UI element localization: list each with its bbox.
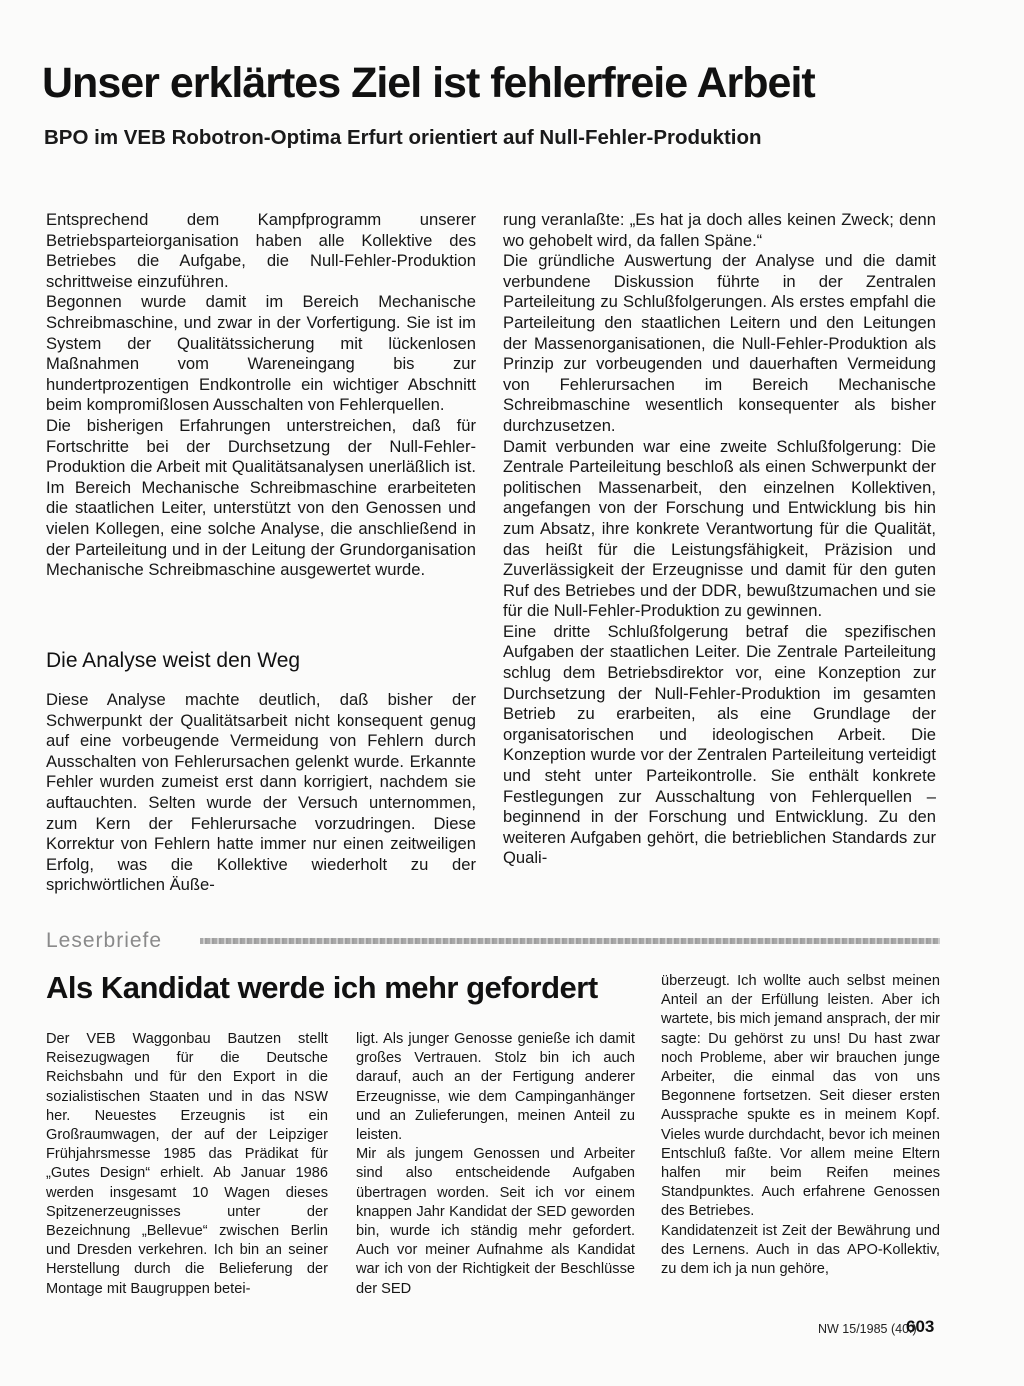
paragraph: Mir als jungem Genossen und Arbeiter sind also entscheidende Aufgaben übertragen worden. Seit ich vor einem knappen Jahr Kandidat der SED geworden bin, wurde ich ständig mehr gefordert. Auch vor meiner Aufnahme als Kandidat war ich von der Richtigkeit der Beschlüsse der SED	[356, 1146, 635, 1297]
paragraph: Kandidatenzeit ist Zeit der Bewährung und des Lernens. Auch in das APO-Kollektiv, zu dem ich ja nun gehöre,	[661, 1222, 940, 1278]
paragraph: Begonnen wurde damit im Bereich Mechanische Schreibmaschine, und zwar in der Vorfertigung. Sie ist im System der Qualitätssicherung mit lückenlosen Maßnahmen vom Wareneingang bis zur hundertprozentigen Endkontrolle ein wichtiger Abschnitt beim kompromißlosen Ausschalten von Fehlerquellen.	[46, 292, 476, 415]
paragraph: Der VEB Waggonbau Bautzen stellt Reisezugwagen für die Deutsche Reichsbahn und für den Export in die sozialistischen Staaten und in das NSW her. Neuestes Erzeugnis ist ein Großraumwagen, der auf der Leipziger Frühjahrsmesse 1985 das Prädikat für „Gutes Design“ erhielt. Ab Januar 1986 werden insgesamt 10 Wagen dieses Spitzenerzeugnisses unter der Bezeichnung „Bellevue“ zwischen Berlin und Dresden verkehren. Ich bin an seiner Herstellung durch die Belieferung der Montage mit Baugruppen betei-	[46, 1031, 328, 1297]
article-column-2	[503, 210, 936, 869]
article-column-1-continued	[46, 690, 476, 896]
paragraph: Die gründliche Auswertung der Analyse und die damit verbundene Diskussion führte in der Zentralen Parteileitung zu Schlußfolgerungen. Als erstes empfahl die Parteileitung den staatlichen Leitern und den Leitungen der Massenorganisationen, die Null-Fehler-Produktion als Prinzip zur vorbeugenden und dauerhaften Vermeidung von Fehlerursachen im Bereich Mechanische Schreibmaschine wesentlich konsequenter als bisher durchzusetzen.	[503, 251, 936, 435]
issue-reference: NW 15/1985 (40.)	[818, 1322, 917, 1336]
paragraph: Eine dritte Schlußfolgerung betraf die spezifischen Aufgaben der staatlichen Leiter. Die Zentrale Parteileitung schlug dem Betriebsdirektor vor, eine Konzeption zur Durchsetzung der Null-Fehler-Produktion im gesamten Betrieb zu erarbeiten, als eine Grundlage der organisatorischen und ideologischen Arbeit. Die Konzeption wurde vor der Zentralen Parteileitung verteidigt und steht unter Parteikontrolle. Sie enthält konkrete Festlegungen zur Ausschaltung von Fehlerquellen – beginnend in der Forschung und Entwicklung. Zu den weiteren Aufgaben gehört, die betrieblichen Standards zur Quali-	[503, 621, 936, 868]
letter-column-3	[661, 972, 940, 1279]
letter-column-2	[356, 1030, 635, 1299]
article-subheadline: BPO im VEB Robotron-Optima Erfurt orientiert auf Null-Fehler-Produktion	[44, 126, 762, 149]
section-heading: Die Analyse weist den Weg	[46, 649, 301, 672]
paragraph: Diese Analyse machte deutlich, daß bisher der Schwerpunkt der Qualitätsarbeit nicht konsequent genug auf eine vorbeugende Vermeidung von Fehlern durch Ausschalten von Fehlerursachen gelenkt wurde. Erkannte Fehler wurden zumeist erst dann korrigiert, nachdem sie auftauchten. Selten wurde der Versuch unternommen, zum Kern der Fehlerursache vorzudringen. Diese Korrektur von Fehlern hatte immer nur einen zeitweiligen Erfolg, was die Kollektive wiederholt zu der sprichwörtlichen Äuße-	[46, 690, 476, 895]
article-column-1	[46, 210, 476, 581]
leserbriefe-section-label: Leserbriefe	[46, 929, 163, 952]
paragraph: Die bisherigen Erfahrungen unterstreichen, daß für Fortschritte bei der Durchsetzung der Null-Fehler-Produktion die Arbeit mit Qualitätsanalysen unerläßlich ist. Im Bereich Mechanische Schreibmaschine erarbeiteten die staatlichen Leiter, unterstützt von den Genossen und vielen Kollegen, eine solche Analyse, die anschließend in der Parteileitung und in der Leitung der Grundorganisation Mechanische Schreibmaschine ausgewertet wurde.	[46, 415, 476, 580]
section-divider	[200, 938, 940, 944]
paragraph: rung veranlaßte: „Es hat ja doch alles keinen Zweck; denn wo gehobelt wird, da fallen Späne.“	[503, 210, 936, 250]
article-headline: Unser erklärtes Ziel ist fehlerfreie Arbeit	[42, 59, 815, 107]
paragraph: ligt. Als junger Genosse genieße ich damit großes Vertrauen. Stolz bin ich auch darauf, auch an der Fertigung anderer Erzeugnisse, wie dem Campinganhänger und an Zulieferungen, meinen Anteil zu leisten.	[356, 1031, 635, 1144]
letter-column-1	[46, 1030, 328, 1299]
paragraph: Damit verbunden war eine zweite Schlußfolgerung: Die Zentrale Parteileitung beschloß als einen Schwerpunkt der politischen Massenarbeit, den einzelnen Kollektiven, angefangen von der Forschung und Entwicklung bis hin zum Absatz, ihre konkrete Verantwortung für die Qualität, das heißt für die Leistungsfähigkeit, Präzision und Zuverlässigkeit der Erzeugnisse und damit für den guten Ruf des Betriebes und der DDR, bewußtzumachen und sie für die Null-Fehler-Produktion zu gewinnen.	[503, 436, 936, 621]
page-number: 603	[906, 1317, 935, 1336]
paragraph: überzeugt. Ich wollte auch selbst meinen Anteil an der Erfüllung leisten. Aber ich wartete, bis mich jemand ansprach, der mir sagte: Du gehörst zu uns! Du hast zwar noch Probleme, aber wir brauchen junge Arbeiter, die einmal das von uns Begonnene fortsetzen. Seit dieser ersten Aussprache spukte es in meinem Kopf. Vieles wurde durchdacht, bevor ich meinen Entschluß faßte. Vor allem meine Eltern halfen mir beim Reifen meines Standpunktes. Auch erfahrene Genossen des Betriebes.	[661, 973, 941, 1220]
letter-headline: Als Kandidat werde ich mehr gefordert	[46, 970, 598, 1005]
paragraph: Entsprechend dem Kampfprogramm unserer Betriebsparteiorganisation haben alle Kollektive des Betriebes die Aufgabe, die Null-Fehler-Produktion schrittweise einzuführen.	[46, 210, 476, 291]
